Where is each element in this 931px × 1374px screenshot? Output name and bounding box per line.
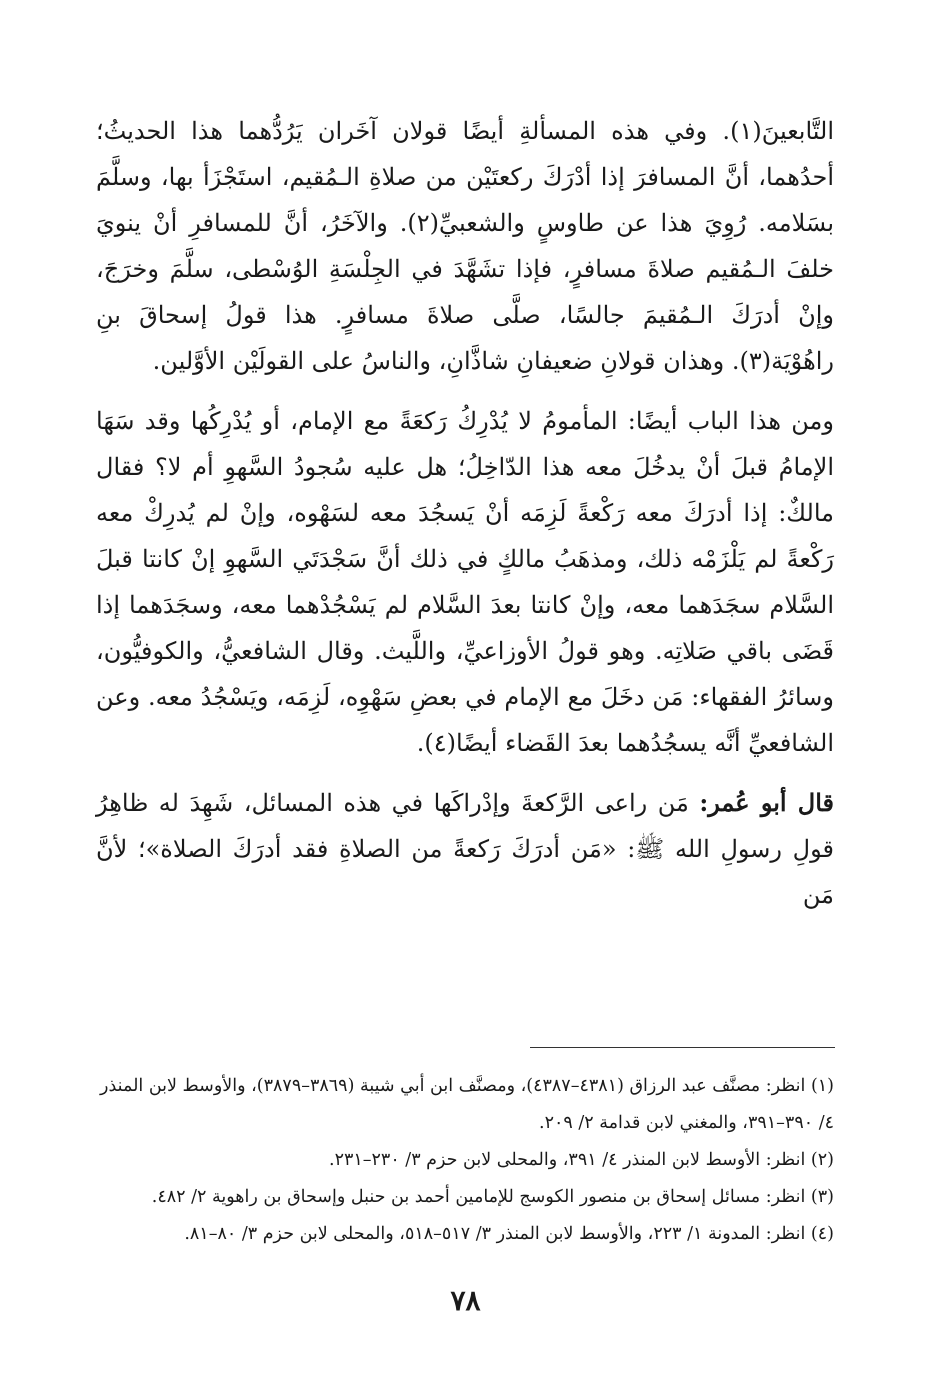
paragraph-1: التَّابعينَ(١). وفي هذه المسألةِ أيضًا قولان آخَران يَرُدُّهما هذا الحديثُ؛ أحدُهما، أنَّ المسافرَ إذا أدْرَكَ ركعتَيْن من صلاةِ الـمُقيم، استَجْزَأ بها، وسلَّمَ بسَلامه. رُوِيَ هذا عن طاوسٍ والشعبيِّ(٢). والآخَرُ، أنَّ للمسافرِ أنْ ينويَ خلفَ الـمُقيم صلاةَ مسافرٍ، فإذا تشَهَّدَ في الجِلْسَةِ الوُسْطى، سلَّمَ وخرَجَ، وإنْ أدرَكَ الـمُقيمَ جالسًا، صلَّى صلاةَ مسافرٍ. هذا قولُ إسحاقَ بنِ راهُوْيَة(٣). وهذان قولانِ ضعيفانِ شاذَّانِ، والناسُ على القولَيْن الأوَّلين. — [96, 117, 834, 375]
paragraph-3-lead: قال أبو عُمر: — [699, 788, 834, 817]
footnote-separator — [530, 1047, 835, 1048]
paragraph-3 — [96, 780, 834, 918]
main-text — [96, 108, 834, 918]
footnotes — [96, 1068, 834, 1253]
footnote-1: (١) انظر: مصنَّف عبد الرزاق (٤٣٨١–٤٣٨٧)، ومصنَّف ابن أبي شيبة (٣٨٦٩–٣٨٧٩)، والأوسط لابن المنذر ٤/ ٣٩٠–٣٩١، والمغني لابن قدامة ٢/ ٢٠٩. — [100, 1076, 834, 1133]
paragraph-2: ومن هذا الباب أيضًا: المأمومُ لا يُدْرِكُ رَكعَةً مع الإمام، أو يُدْرِكُها وقد سَهَا الإمامُ قبلَ أنْ يدخُلَ معه هذا الدّاخِلُ؛ هل عليه سُجودُ السَّهوِ أم لا؟ فقال مالكٌ: إذا أدرَكَ معه رَكْعةً لَزِمَه أنْ يَسجُدَ معه لسَهْوه، وإنْ لم يُدرِكْ معه رَكْعةً لم يَلْزَمْه ذلك، ومذهَبُ مالكٍ في ذلك أنَّ سَجْدَتَي السَّهوِ إنْ كانتا قبلَ السَّلام سجَدَهما معه، وإنْ كانتا بعدَ السَّلام لم يَسْجُدْهما معه، وسجَدَهما إذا قَضَى باقي صَلاتِه. وهو قولُ الأوزاعيِّ، واللَّيث. وقال الشافعيُّ، والكوفيُّون، وسائرُ الفقهاء: مَن دخَلَ مع الإمام في بعضِ سَهْوِه، لَزِمَه، ويَسْجُدُ معه. وعن الشافعيِّ أنَّه يسجُدُهما بعدَ القَضاء أيضًا(٤). — [96, 407, 835, 757]
footnote-2: (٢) انظر: الأوسط لابن المنذر ٤/ ٣٩١، والمحلى لابن حزم ٣/ ٢٣٠–٢٣١. — [328, 1150, 834, 1170]
footnote-4: (٤) انظر: المدونة ١/ ٢٢٣، والأوسط لابن المنذر ٣/ ٥١٧–٥١٨، والمحلى لابن حزم ٣/ ٨٠–٨١. — [184, 1224, 834, 1244]
footnote-3: (٣) انظر: مسائل إسحاق بن منصور الكوسج للإمامين أحمد بن حنبل وإسحاق بن راهوية ٢/ ٤٨٢. — [151, 1187, 834, 1207]
page-number: ٧٨ — [450, 1284, 481, 1317]
paragraph-3-text: مَن راعى الرَّكعةَ وإدْراكَها في هذه المسائل، شَهِدَ له ظاهِرُ قولِ رسولِ الله ﷺ: «مَن أدرَكَ رَكعةً من الصلاةِ فقد أدرَكَ الصلاة»؛ لأنَّ مَن — [96, 789, 834, 909]
